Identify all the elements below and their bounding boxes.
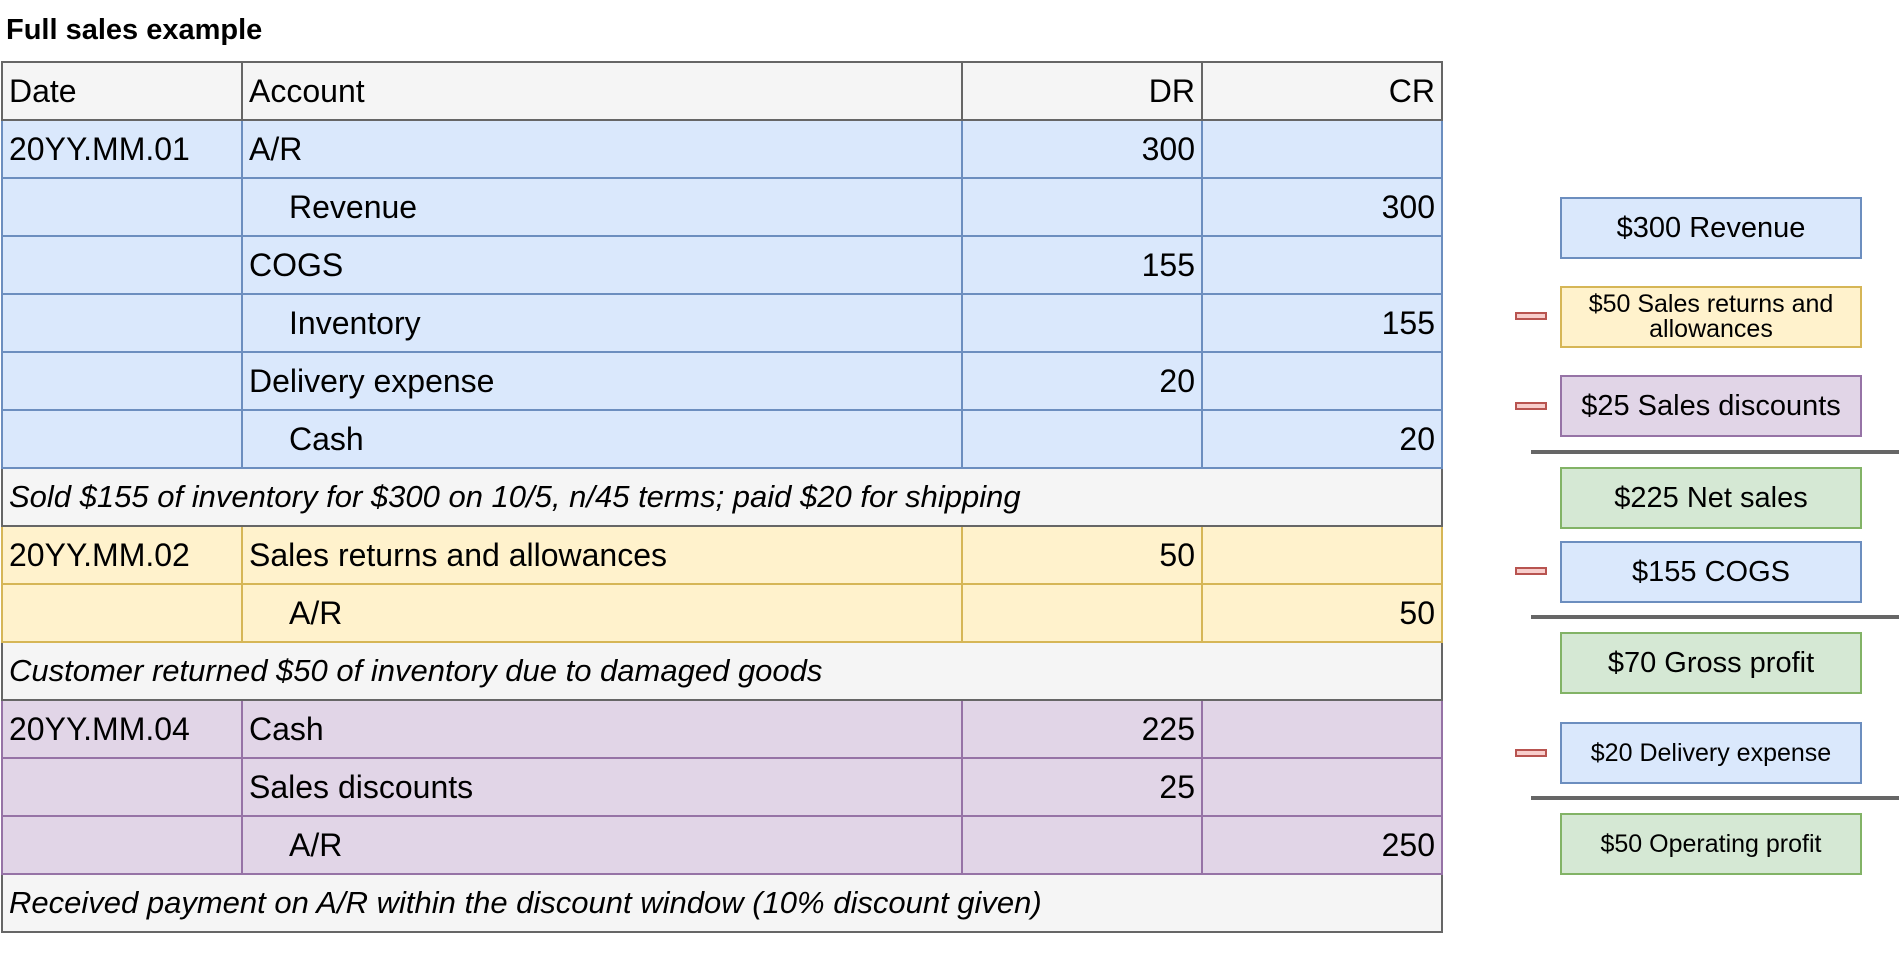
dr-cell [962,584,1202,642]
entry-note: Received payment on A/R within the discount window (10% discount given) [2,874,1442,932]
journal-row [2,294,1442,352]
returns-box [1560,286,1862,348]
journal-row [2,526,1442,584]
cr-cell: 20 [1202,410,1442,468]
account-cell: Cash [242,700,962,758]
date-cell [2,816,242,874]
net-sales-label: $225 Net sales [1614,481,1808,514]
journal-table [1,61,1443,933]
gross-profit-box [1560,632,1862,694]
journal-row [2,758,1442,816]
cr-cell [1202,352,1442,410]
date-cell [2,410,242,468]
dr-cell: 50 [962,526,1202,584]
journal-row [2,700,1442,758]
date-cell [2,178,242,236]
cr-cell [1202,700,1442,758]
account-cell: Revenue [242,178,962,236]
cr-cell: 300 [1202,178,1442,236]
cr-cell: 50 [1202,584,1442,642]
account-cell: Delivery expense [242,352,962,410]
net-sales-box [1560,467,1862,529]
dr-cell: 300 [962,120,1202,178]
date-cell: 20YY.MM.04 [2,700,242,758]
account-cell: Sales discounts [242,758,962,816]
minus-icon [1515,402,1547,410]
cr-cell [1202,236,1442,294]
revenue-box [1560,197,1862,259]
date-cell [2,352,242,410]
cr-cell: 250 [1202,816,1442,874]
date-cell [2,236,242,294]
date-cell: 20YY.MM.01 [2,120,242,178]
entry-note-row [2,874,1442,932]
dr-cell: 225 [962,700,1202,758]
dr-cell [962,178,1202,236]
dr-cell: 155 [962,236,1202,294]
journal-row [2,584,1442,642]
dr-cell [962,410,1202,468]
date-cell [2,758,242,816]
delivery-box [1560,722,1862,784]
journal-row [2,410,1442,468]
discounts-box [1560,375,1862,437]
cogs-label: $155 COGS [1632,555,1790,588]
discounts-label: $25 Sales discounts [1581,389,1841,422]
subtotal-line [1531,796,1899,800]
cr-cell [1202,758,1442,816]
entry-note-row [2,468,1442,526]
account-cell: A/R [242,584,962,642]
date-cell [2,584,242,642]
subtotal-line [1531,615,1899,619]
account-cell: Sales returns and allowances [242,526,962,584]
delivery-label: $20 Delivery expense [1590,738,1832,767]
minus-icon [1515,567,1547,575]
cr-cell: 155 [1202,294,1442,352]
journal-row [2,120,1442,178]
account-cell: Inventory [242,294,962,352]
minus-icon [1515,312,1547,320]
account-cell: A/R [242,816,962,874]
account-cell: COGS [242,236,962,294]
cr-header: CR [1202,62,1442,120]
header-row [2,62,1442,120]
date-cell [2,294,242,352]
dr-cell [962,816,1202,874]
operating-profit-label: $50 Operating profit [1600,829,1822,858]
account-header: Account [242,62,962,120]
journal-row [2,352,1442,410]
dr-cell: 25 [962,758,1202,816]
entry-note: Customer returned $50 of inventory due to damaged goods [2,642,1442,700]
date-header: Date [2,62,242,120]
revenue-label: $300 Revenue [1616,211,1806,244]
account-cell: Cash [242,410,962,468]
cr-cell [1202,120,1442,178]
dr-cell [962,294,1202,352]
date-cell: 20YY.MM.02 [2,526,242,584]
account-cell: A/R [242,120,962,178]
entry-note: Sold $155 of inventory for $300 on 10/5, n/45 terms; paid $20 for shipping [2,468,1442,526]
dr-header: DR [962,62,1202,120]
journal-row [2,178,1442,236]
cogs-box [1560,541,1862,603]
minus-icon [1515,749,1547,757]
dr-cell: 20 [962,352,1202,410]
journal-row [2,816,1442,874]
cr-cell [1202,526,1442,584]
returns-label: $50 Sales returns and allowances [1588,290,1834,343]
operating-profit-box [1560,813,1862,875]
diagram-title: Full sales example [6,14,263,46]
entry-note-row [2,642,1442,700]
subtotal-line [1531,450,1899,454]
gross-profit-label: $70 Gross profit [1607,646,1815,679]
journal-row [2,236,1442,294]
